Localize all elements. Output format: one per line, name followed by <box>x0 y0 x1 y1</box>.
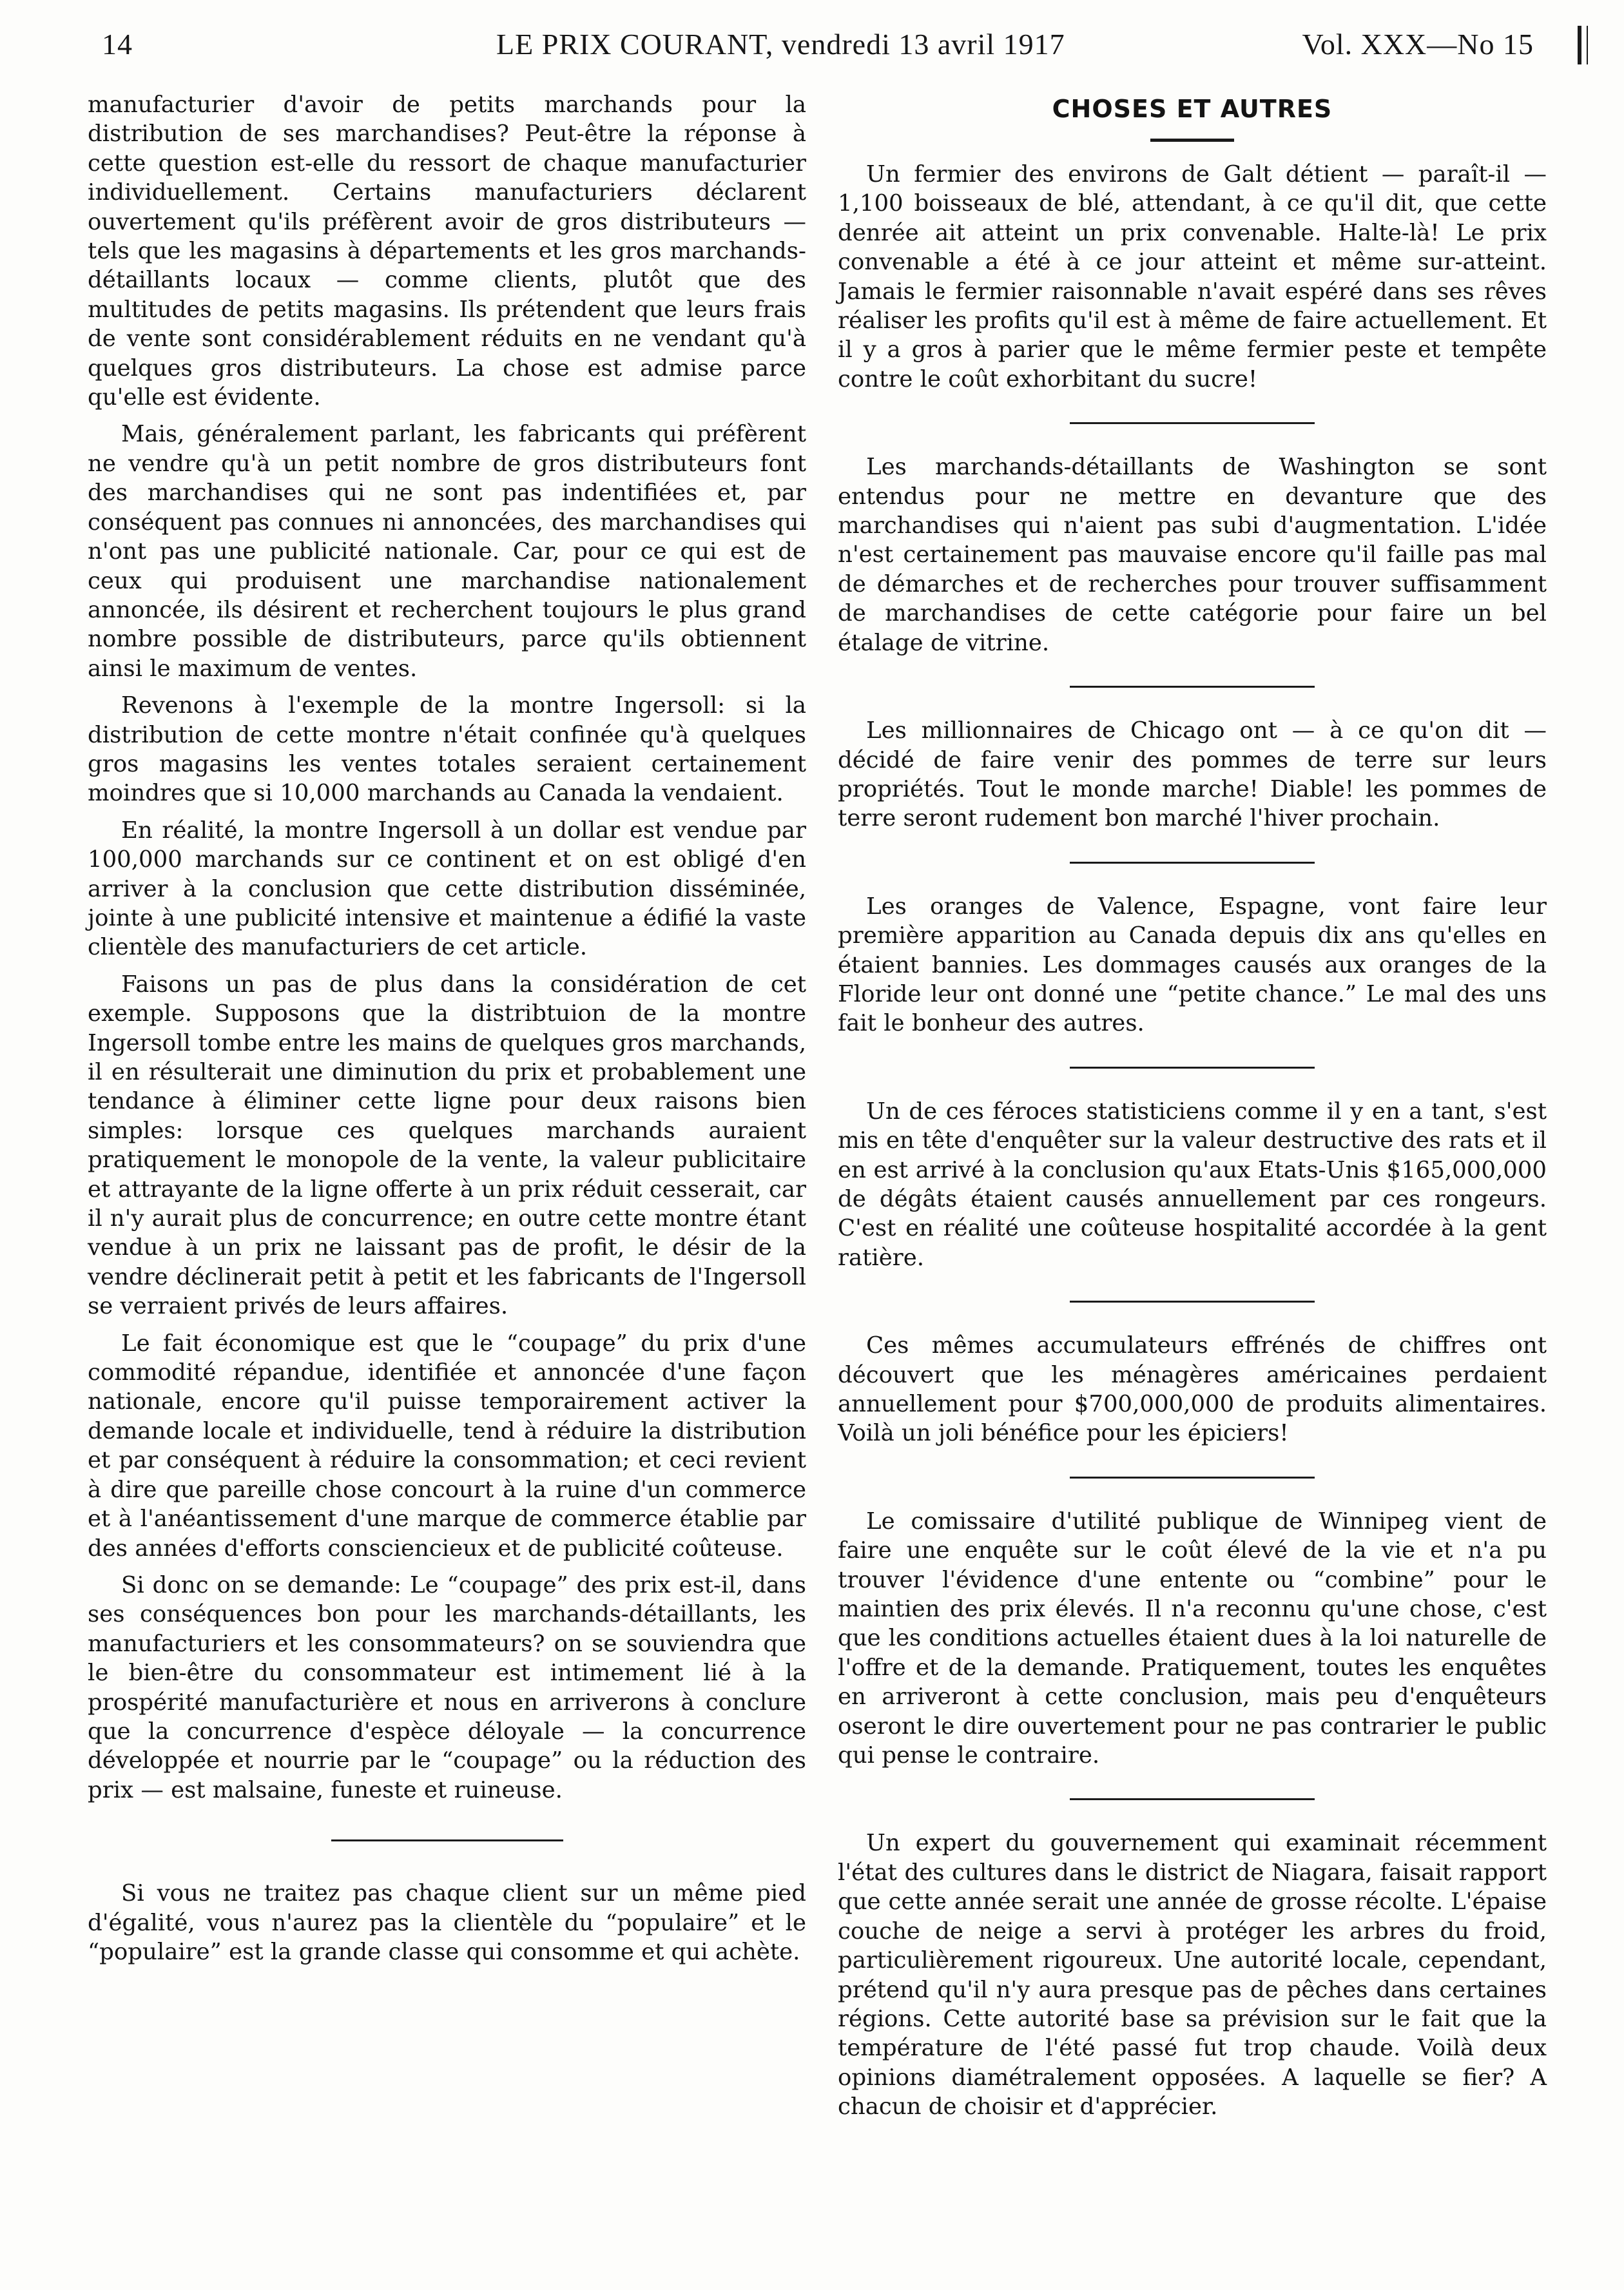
article-paragraph: Faisons un pas de plus dans la considération de cet exemple. Supposons que la distribtuion de la montre Ingersoll tombe entre les mains de quelques gros marchands, il en résulterait une diminution du prix et probablement une tendance à éliminer cette ligne pour deux raisons bien simples: lorsque ces quelques marchands auraient pratiquement le monopole de la vente, la valeur publicitaire et attrayante de la ligne offerte à un prix réduit cesserait, car il n'y aurait plus de concurrence; en outre cette montre étant vendue à un prix ne laissant pas de profit, le désir de la vendre déclinerait petit à petit et les fabricants de l'Ingersoll se verraient privés de leurs affaires. <box>88 971 806 1320</box>
item-divider <box>1070 1798 1315 1800</box>
edge-rule-thin <box>1587 26 1588 64</box>
news-item: Les millionnaires de Chicago ont — à ce qu'on dit — décidé de faire venir des pommes de terre sur leurs propriétés. Tout le monde marche! Diable! les pommes de terre seront rudement bon marché l'hiver prochain. <box>838 717 1547 832</box>
section-title: CHOSES ET AUTRES <box>1052 95 1333 123</box>
article-paragraph: Mais, généralement parlant, les fabricants qui préfèrent ne vendre qu'à un petit nombre de gros distributeurs font des marchandises qui ne sont pas indentifiées et, par conséquent pas connues ni annoncées, des marchandises qui n'ont pas une publicité nationale. Car, pour ce qui est de ceux qui produisent une marchandise nationalement annoncée, ils désirent et recherchent toujours le plus grand nombre possible de distributeurs, parce qu'ils obtiennent ainsi le maximum de ventes. <box>88 421 806 682</box>
page-number: 14 <box>102 28 133 61</box>
news-item: Un fermier des environs de Galt détient — paraît-il — 1,100 boisseaux de blé, attendant, à ce qu'il dit, que cette denrée ait atteint un prix convenable. Halte-là! Le prix convenable a été à ce jour atteint et même sur-atteint. Jamais le fermier raisonnable n'avait espéré dans ses rêves réaliser les profits qu'il est à même de faire actuellement. Et il y a gros à parier que le même fermier peste et tempête contre le coût exhorbitant du sucre! <box>838 161 1547 393</box>
item-divider <box>1070 1067 1315 1069</box>
news-item: Un de ces féroces statisticiens comme il y en a tant, s'est mis en tête d'enquêter sur la valeur destructive des rats et il en est arrivé à la conclusion qu'aux Etats-Unis $165,000,000 de dégâts étaient causés annuellement par ces rongeurs. C'est en réalité une coûteuse hospitalité accordée à la gent ratière. <box>838 1098 1547 1271</box>
item-divider <box>1070 422 1315 424</box>
title-underline <box>1150 139 1234 142</box>
article-paragraph: Si donc on se demande: Le “coupage” des prix est-il, dans ses conséquences bon pour les marchands-détaillants, les manufacturiers et les consommateurs? on se souviendra que le bien-être du consommateur est intimement lié à la prospérité manufacturière et nous en arriverons à conclure que la concurrence d'espèce déloyale — la concurrence développée et nourrie par le “coupage” ou la réduction des prix — est malsaine, funeste et ruineuse. <box>88 1571 806 1803</box>
item-divider <box>1070 686 1315 688</box>
section-divider <box>331 1839 563 1841</box>
page-header <box>97 24 1534 63</box>
volume-number: Vol. XXX—No 15 <box>1302 28 1534 61</box>
article-paragraph: Revenons à l'exemple de la montre Ingersoll: si la distribution de cette montre n'était confinée qu'à quelques gros magasins les ventes totales seraient certainement moindres que si 10,000 marchands au Canada la vendaient. <box>88 692 806 807</box>
left-column <box>88 90 806 1966</box>
publication-title: LE PRIX COURANT, vendredi 13 avril 1917 <box>496 28 1065 61</box>
article-paragraph: Le fait économique est que le “coupage” du prix d'une commodité répandue, identifiée et annoncée d'une façon nationale, encore qu'il puisse temporairement activer la demande locale et individuelle, tend à réduire la distribution et par conséquent à réduire la consommation; et ceci revient à dire que pareille chose concourt à la ruine d'un commerce et à l'anéantissement d'une marque de commerce établie par des années d'efforts consciencieux et de publicité coûteuse. <box>88 1330 806 1562</box>
news-item: Les marchands-détaillants de Washington se sont entendus pour ne mettre en devanture que des marchandises qui n'aient pas subi d'augmentation. L'idée n'est certainement pas mauvaise encore qu'il faille pas mal de démarches et de recherches pour trouver suffisamment de marchandises de cette catégorie pour faire un bel étalage de vitrine. <box>838 454 1547 656</box>
news-item: Un expert du gouvernement qui examinait récemment l'état des cultures dans le district de Niagara, faisait rapport que cette année serait une année de grosse récolte. L'épaise couche de neige a servi à protéger les arbres du froid, particulièrement rigoureux. Une autorité locale, cependant, prétend qu'il n'y aura presque pas de pêches dans certaines régions. Cette autorité base sa prévision sur le fait que la température de l'été passé fut trop chaude. Voilà deux opinions diamétralement opposées. A laquelle se fier? A chacun de choisir et d'apprécier. <box>838 1830 1547 2120</box>
news-item: Le comissaire d'utilité publique de Winnipeg vient de faire une enquête sur le coût élevé de la vie et n'a pu trouver l'évidence d'une entente ou “combine” pour le maintien des prix élevés. Il n'a reconnu qu'une chose, c'est que les conditions actuelles étaient dues à la loi naturelle de l'offre et de la demande. Pratiquement, toutes les enquêtes en arriveront à cette conclusion, mais peu d'enquêteurs oseront le dire ouvertement pour ne pas contrarier le public qui pense le contraire. <box>838 1508 1547 1769</box>
right-column <box>838 93 1547 2122</box>
item-divider <box>1070 1477 1315 1479</box>
closing-paragraph: Si vous ne traitez pas chaque client sur un même pied d'égalité, vous n'aurez pas la clientèle du “populaire” et le “populaire” est la grande classe qui consomme et qui achète. <box>88 1880 806 1965</box>
edge-rule <box>1578 26 1581 64</box>
article-paragraph: manufacturier d'avoir de petits marchands pour la distribution de ses marchandises? Peut-être la réponse à cette question est-elle du ressort de chaque manufacturier individuellement. Certains manufacturiers déclarent ouvertement qu'ils préfèrent avoir de gros distributeurs — tels que les magasins à départements et les gros marchands-détaillants locaux — comme clients, plutôt que des multitudes de petits magasins. Ils prétendent que leurs frais de vente sont considérablement réduits en ne vendant qu'à quelques gros distributeurs. La chose est admise parce qu'elle est évidente. <box>88 92 806 411</box>
item-divider <box>1070 1301 1315 1303</box>
news-item: Les oranges de Valence, Espagne, vont faire leur première apparition au Canada depuis dix ans qu'elles en étaient bannies. Les dommages causés aux oranges de la Floride leur ont donné une “petite chance.” Le mal des uns fait le bonheur des autres. <box>838 893 1547 1037</box>
news-item: Ces mêmes accumulateurs effrénés de chiffres ont découvert que les ménagères américaines perdaient annuellement pour $700,000,000 de produits alimentaires. Voilà un joli bénéfice pour les épiciers! <box>838 1332 1547 1447</box>
item-divider <box>1070 862 1315 864</box>
article-paragraph: En réalité, la montre Ingersoll à un dollar est vendue par 100,000 marchands sur ce continent et on est obligé d'en arriver à la conclusion que cette distribution disséminée, jointe à une publicité intensive et maintenue a édifié la vaste clientèle des manufacturiers de cet article. <box>88 817 806 961</box>
